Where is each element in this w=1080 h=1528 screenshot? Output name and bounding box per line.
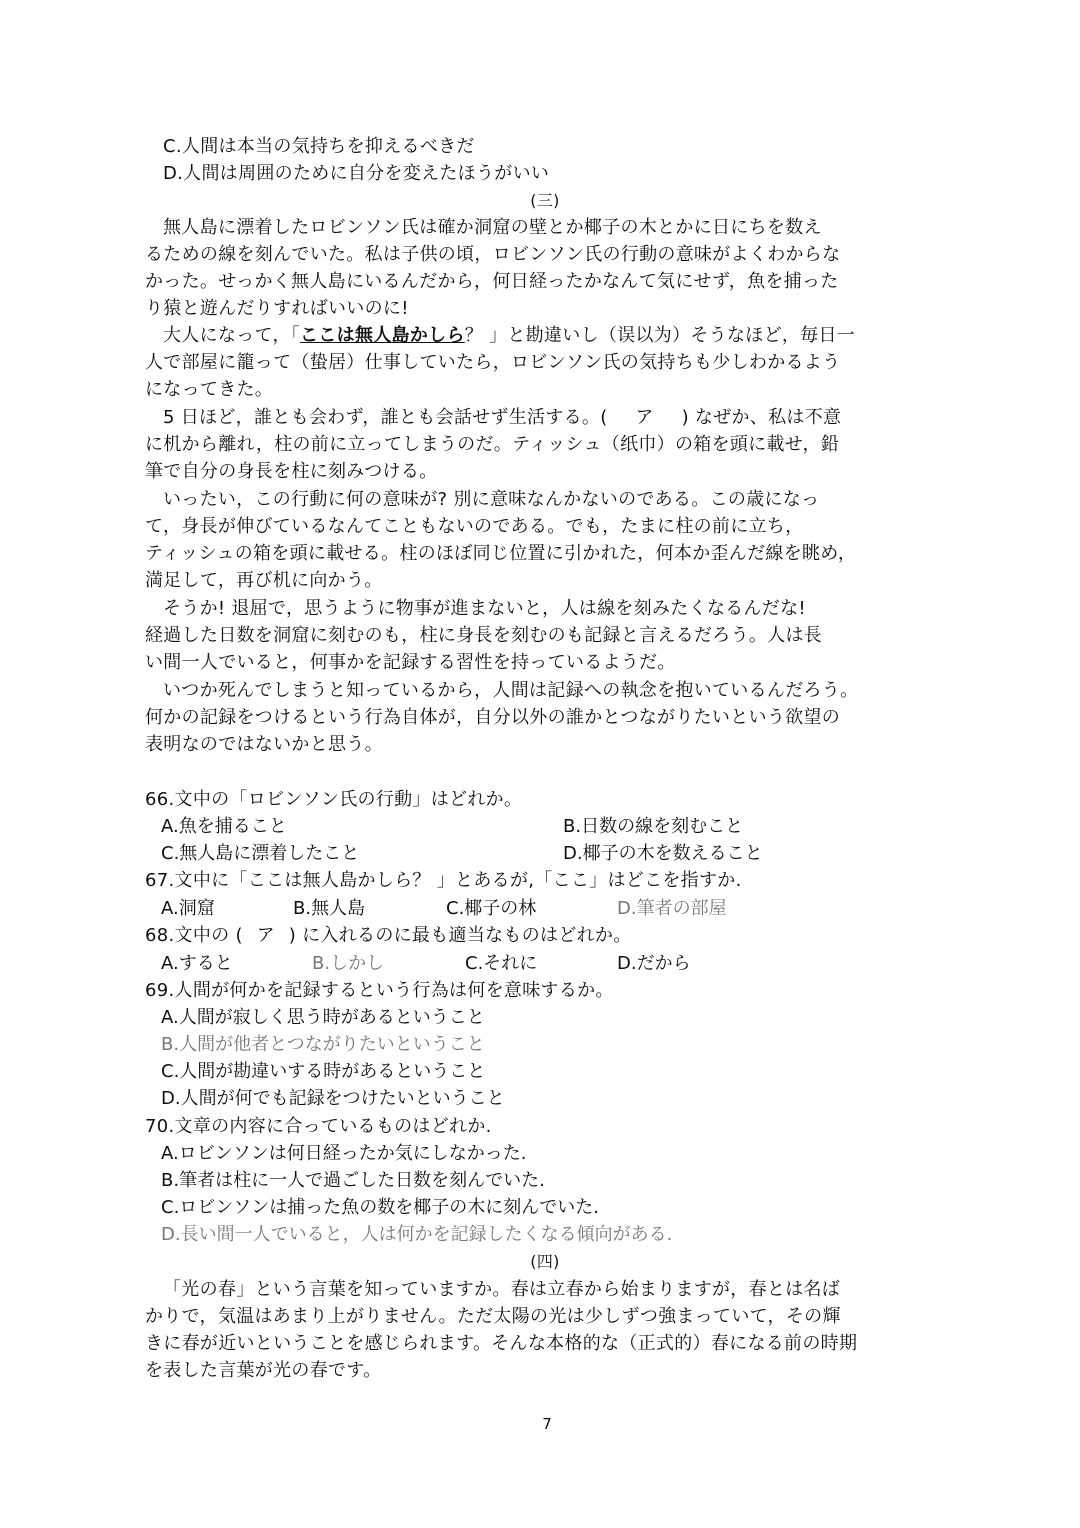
- q68-option-d: D.だから: [617, 953, 691, 974]
- q67-option-a: A.洞窟: [161, 898, 215, 919]
- s3-p6-line2: 何かの記録をつけるという行為自体が，自分以外の誰かとつながりたいという欲望の: [145, 707, 841, 728]
- q69-option-c: C.人間が勘違いする時があるということ: [161, 1061, 486, 1082]
- q66-option-b: B.日数の線を刻むこと: [563, 816, 744, 837]
- s3-p3-line1: [163, 404, 841, 431]
- q69-option-d: D.人間が何でも記録をつけたいということ: [161, 1088, 505, 1109]
- prev-option-d: D.人間は周囲のために自分を変えたほうがいい: [163, 163, 550, 184]
- s3-p5-line1: そうか! 退屈で，思うように物事が進まないと，人は線を刻みたくなるんだな!: [163, 598, 806, 619]
- q67-option-d: D.筆者の部屋: [617, 898, 727, 919]
- s3-p2-text-before: 大人になって，「: [163, 325, 301, 346]
- s3-p1-line3: かった。せっかく無人島にいるんだから，何日経ったかなんて気にせず，魚を捕った: [145, 271, 839, 292]
- q69-option-a: A.人間が寂しく思う時があるということ: [161, 1007, 485, 1028]
- s4-p1-line1: 「光の春」という言葉を知っていますか。春は立春から始まりますが，春とは名ば: [163, 1279, 841, 1300]
- q70-option-a: A.ロビンソンは何日経ったか気にしなかった.: [161, 1143, 527, 1164]
- s4-p1-line4: を表した言葉が光の春です。: [145, 1360, 382, 1381]
- q68-option-a: A.すると: [161, 953, 233, 974]
- s3-p4-line3: ティッシュの箱を頭に載せる。柱のほぼ同じ位置に引かれた，何本か歪んだ線を眺め，: [145, 543, 857, 564]
- s3-p4-line2: て，身長が伸びているなんてこともないのである。でも，たまに柱の前に立ち，: [145, 516, 804, 537]
- q66-option-c: C.無人島に漂着したこと: [161, 843, 360, 864]
- page-number: 7: [542, 1415, 552, 1433]
- s3-p2-line2: 人で部屋に籠って（蛰居）仕事していたら，ロビンソン氏の気持ちも少しわかるよう: [145, 352, 841, 373]
- q69-option-b: B.人間が他者とつながりたいということ: [161, 1034, 485, 1055]
- s3-p3-text-after: ) なぜか、私は不意: [681, 407, 842, 428]
- s3-p4-line1: いったい，この行動に何の意味が? 別に意味なんかないのである。この歳になっ: [163, 489, 820, 510]
- q68-stem: [145, 922, 632, 949]
- s3-p6-line3: 表明なのではないかと思う。: [145, 734, 383, 755]
- q66-stem: 66.文中の「ロビンソン氏の行動」はどれか。: [145, 789, 523, 810]
- s3-p1-line2: るための線を刻んでいた。私は子供の頃，ロビンソン氏の行動の意味がよくわからな: [145, 244, 841, 265]
- s3-p2-text-after: ？ 」と勘違いし（误以为）そうなほど，毎日一: [464, 325, 856, 346]
- q67-stem: 67.文中に「ここは無人島かしら？ 」とあるが,「ここ」はどこを指すか.: [145, 870, 742, 891]
- q68-stem-after: ) に入れるのに最も適当なものはどれか。: [288, 925, 632, 946]
- q68-stem-before: 68.文中の (: [145, 925, 243, 946]
- s4-p1-line3: きに春が近いということを感じられます。そんな本格的な（正式的）春になる前の時期: [145, 1333, 858, 1354]
- section3-heading: (三): [530, 191, 560, 210]
- section4-heading: (四): [530, 1252, 560, 1271]
- s3-p3-text-before: 5 日ほど，誰とも会わず，誰とも会話せず生活する。(: [163, 407, 608, 428]
- s3-p3-line3: 筆で自分の身長を柱に刻みつける。: [145, 461, 438, 482]
- s3-p5-line3: い間一人でいると，何事かを記録する習性を持っているようだ。: [145, 652, 676, 673]
- q69-stem: 69.人間が何かを記録するという行為は何を意味するか。: [145, 980, 614, 1001]
- blank-a-marker: ア: [635, 407, 654, 428]
- s3-p1-line1: 無人島に漂着したロビンソン氏は確か洞窟の壁とか椰子の木とかに日にちを数え: [163, 217, 822, 238]
- q66-option-a: A.魚を捕ること: [161, 816, 287, 837]
- q70-option-c: C.ロビンソンは捕った魚の数を椰子の木に刻んでいた.: [161, 1197, 600, 1218]
- q68-option-c: C.それに: [465, 953, 538, 974]
- prev-option-c: C.人間は本当の気持ちを抑えるべきだ: [163, 136, 475, 157]
- q66-option-d: D.椰子の木を数えること: [563, 843, 763, 864]
- q68-blank-marker: ア: [256, 925, 275, 946]
- s3-p2-line1: [163, 322, 855, 349]
- s3-p5-line2: 経過した日数を洞窟に刻むのも，柱に身長を刻むのも記録と言えるだろう。人は長: [145, 625, 823, 646]
- s4-p1-line2: かりで，気温はあまり上がりません。ただ太陽の光は少しずつ強まっていて，その輝: [145, 1306, 841, 1327]
- q68-option-b: B.しかし: [312, 953, 385, 974]
- s3-p3-line2: に机から離れ，柱の前に立ってしまうのだ。ティッシュ（纸巾）の箱を頭に載せ，鉛: [145, 434, 840, 455]
- q70-option-d: D.長い間一人でいると，人は何かを記録したくなる傾向がある.: [161, 1224, 673, 1245]
- s3-p4-line4: 満足して，再び机に向かう。: [145, 570, 383, 591]
- q67-option-b: B.無人島: [293, 898, 366, 919]
- s3-p2-underlined-phrase: ここは無人島かしら: [300, 325, 465, 346]
- q70-stem: 70.文章の内容に合っているものはどれか.: [145, 1116, 492, 1137]
- s3-p6-line1: いつか死んでしまうと知っているから，人間は記録への執念を抱いているんだろう。: [163, 680, 859, 701]
- s3-p2-line3: になってきた。: [145, 379, 274, 400]
- q67-option-c: C.椰子の林: [446, 898, 537, 919]
- q70-option-b: B.筆者は柱に一人で過ごした日数を刻んでいた.: [161, 1170, 545, 1191]
- s3-p1-line4: り猿と遊んだりすればいいのに!: [145, 298, 409, 319]
